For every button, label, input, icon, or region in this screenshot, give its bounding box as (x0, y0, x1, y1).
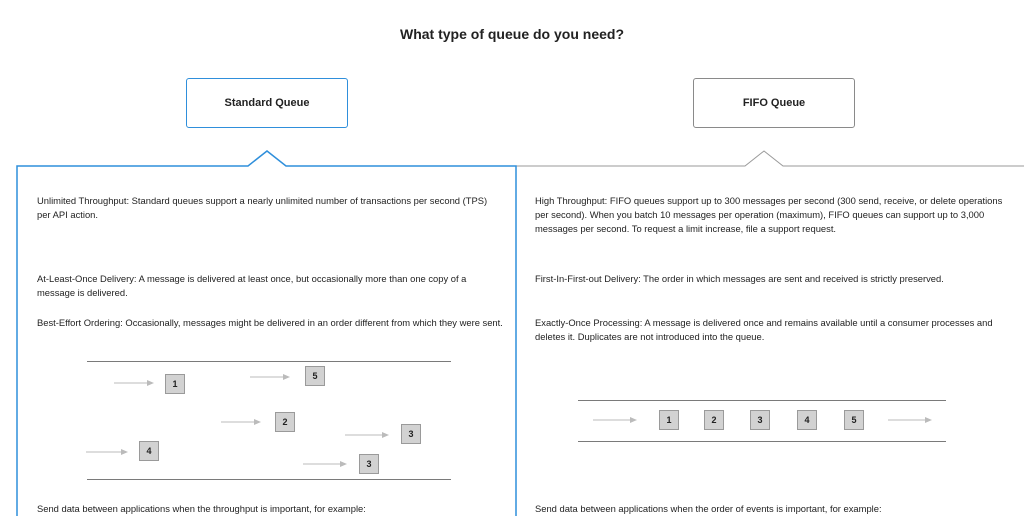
message-square: 3 (401, 424, 421, 444)
arrow-icon (303, 460, 347, 468)
arrow-icon (593, 416, 637, 424)
arrow-icon (250, 373, 290, 381)
arrow-icon (114, 379, 154, 387)
standard-paragraph-1: Unlimited Throughput: Standard queues support a nearly unlimited number of transactions per second (TPS) per API action. (37, 195, 488, 220)
arrow-icon (221, 418, 261, 426)
fifo-footer-text: Send data between applications when the order of events is important, for example: (535, 503, 882, 514)
fifo-paragraph-2: First-In-First-out Delivery: The order in which messages are sent and received is strictly preserved. (535, 273, 944, 284)
diagram-rule-top (87, 361, 451, 362)
fifo-paragraph-1: High Throughput: FIFO queues support up to 300 messages per second (300 send, receive, or delete operations per second). When you batch 10 messages per operation (maximum), FIFO queues can support up to 3,000 messages per second. To request a limit increase, file a support request. (535, 195, 1003, 234)
message-square: 5 (305, 366, 325, 386)
fifo-queue-button[interactable]: FIFO Queue (693, 78, 855, 128)
message-square: 1 (165, 374, 185, 394)
message-square: 2 (704, 410, 724, 430)
fifo-paragraph-3: Exactly-Once Processing: A message is delivered once and remains available until a consumer processes and deletes it. Duplicates are not introduced into the queue. (535, 317, 993, 342)
diagram-rule-bottom (87, 479, 451, 480)
page-title: What type of queue do you need? (400, 26, 624, 42)
message-square: 4 (139, 441, 159, 461)
standard-footer-text: Send data between applications when the throughput is important, for example: (37, 503, 366, 514)
arrow-icon (888, 416, 932, 424)
standard-paragraph-3: Best-Effort Ordering: Occasionally, messages might be delivered in an order different from which they were sent. (37, 317, 503, 328)
message-square: 1 (659, 410, 679, 430)
diagram-rule-top (578, 400, 946, 401)
arrow-icon (345, 431, 389, 439)
standard-queue-button[interactable]: Standard Queue (186, 78, 348, 128)
message-square: 2 (275, 412, 295, 432)
message-square: 5 (844, 410, 864, 430)
diagram-rule-bottom (578, 441, 946, 442)
message-square: 3 (359, 454, 379, 474)
message-square: 4 (797, 410, 817, 430)
message-square: 3 (750, 410, 770, 430)
standard-paragraph-2: At-Least-Once Delivery: A message is delivered at least once, but occasionally more than one copy of a message is delivered. (37, 273, 467, 298)
arrow-icon (86, 448, 128, 456)
